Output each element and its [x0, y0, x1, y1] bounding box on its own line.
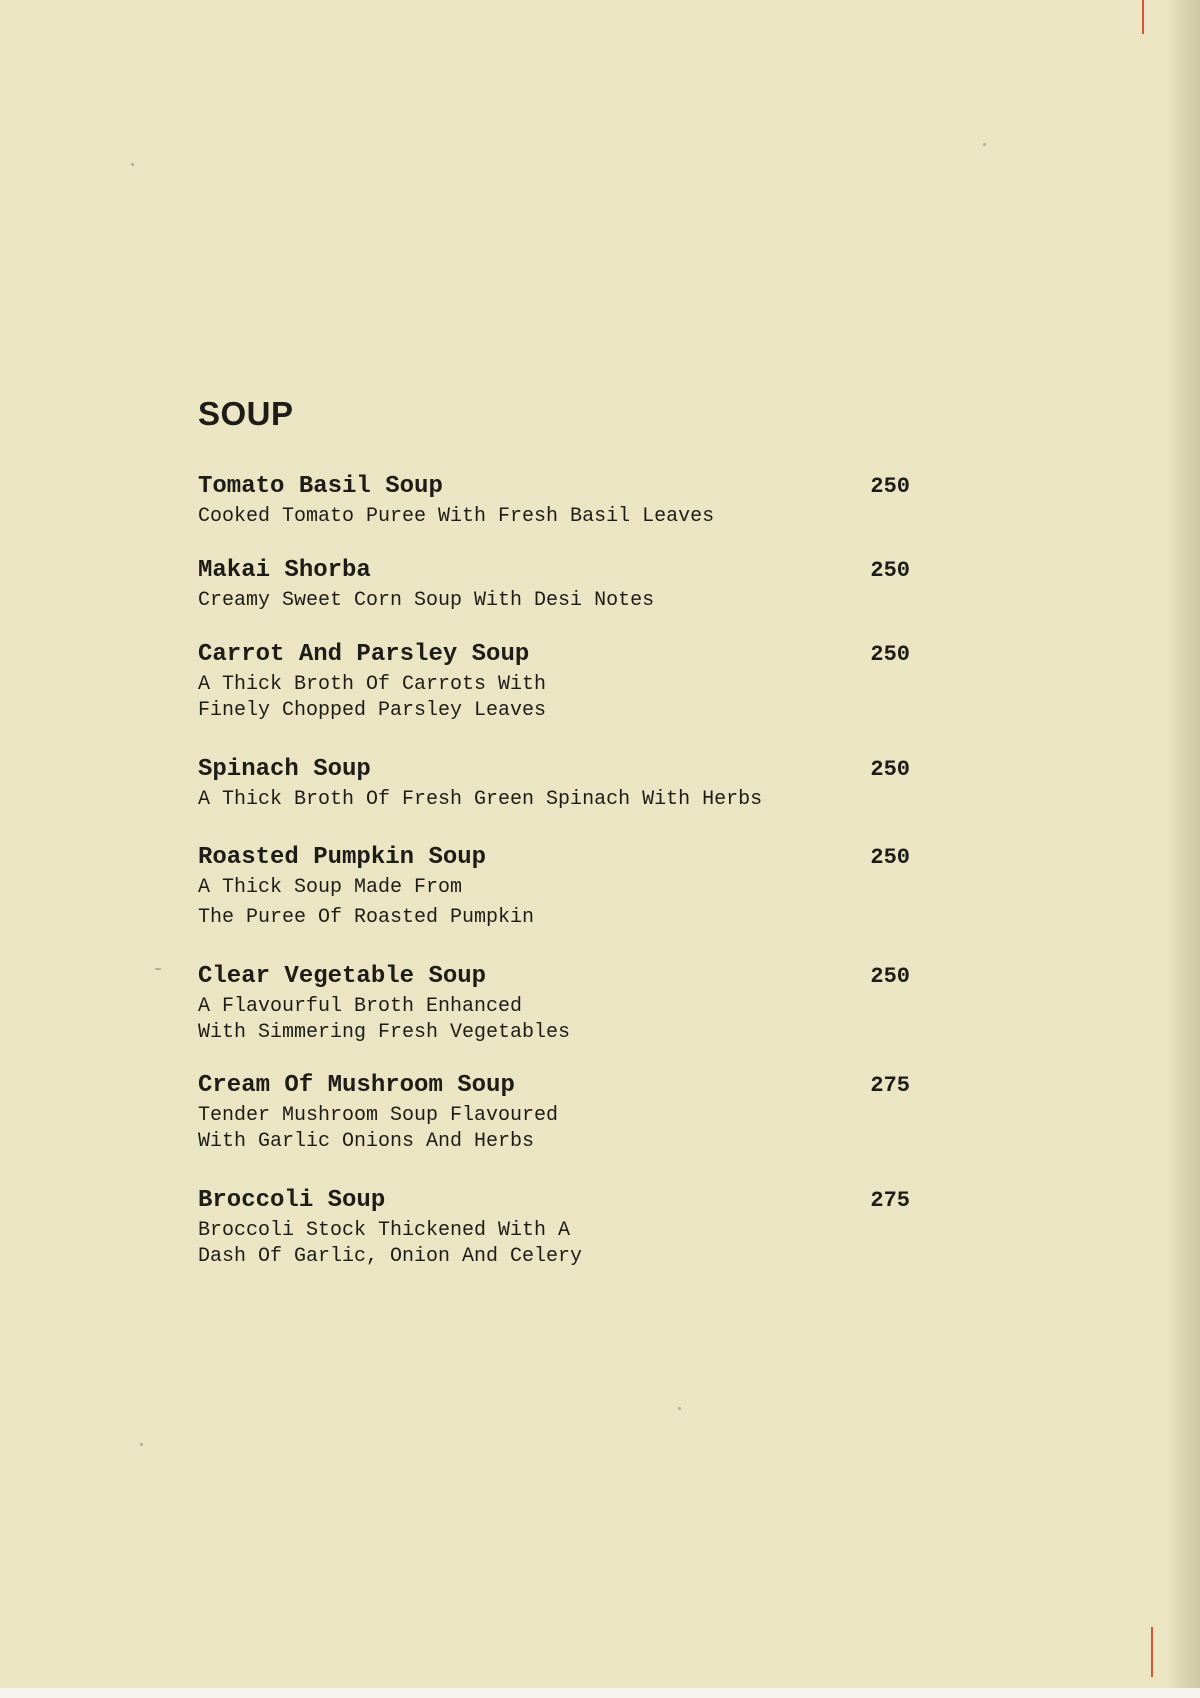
menu-item-name: Broccoli Soup — [198, 1187, 386, 1214]
menu-item-description — [198, 787, 910, 813]
paper-speck — [140, 1443, 143, 1446]
menu-item-price: 275 — [870, 1073, 910, 1098]
description-line: A Thick Soup Made From — [198, 876, 463, 899]
menu-item-name: Clear Vegetable Soup — [198, 963, 487, 990]
description-line: With Simmering Fresh Vegetables — [198, 1021, 571, 1044]
menu-item-description — [198, 1103, 910, 1155]
menu-item — [198, 962, 910, 1046]
page-edge-mark-bottom — [1151, 1627, 1153, 1677]
menu-item-price: 250 — [870, 474, 910, 499]
menu-item-price: 250 — [870, 845, 910, 870]
description-line: Finely Chopped Parsley Leaves — [198, 699, 547, 722]
description-line: Broccoli Stock Thickened With A — [198, 1219, 571, 1242]
menu-item-price: 250 — [870, 964, 910, 989]
menu-item-name: Roasted Pumpkin Soup — [198, 844, 487, 871]
paper-speck — [983, 143, 986, 146]
menu-item-price: 250 — [870, 642, 910, 667]
menu-item-name: Makai Shorba — [198, 557, 371, 584]
description-line: With Garlic Onions And Herbs — [198, 1130, 535, 1153]
description-line: Tender Mushroom Soup Flavoured — [198, 1104, 559, 1127]
menu-item-price: 250 — [870, 558, 910, 583]
menu-item — [198, 1071, 910, 1155]
menu-item — [198, 1186, 910, 1270]
page-edge-mark-top — [1142, 0, 1144, 34]
section-title: SOUP — [198, 395, 294, 432]
menu-item — [198, 472, 910, 530]
menu-item — [198, 755, 910, 813]
description-line: Cooked Tomato Puree With Fresh Basil Leaves — [198, 505, 715, 528]
menu-item-name: Tomato Basil Soup — [198, 473, 443, 500]
menu-item-description — [198, 875, 910, 931]
scan-bottom-margin — [0, 1688, 1200, 1698]
description-line: The Puree Of Roasted Pumpkin — [198, 906, 535, 929]
menu-item — [198, 556, 910, 614]
description-line: A Flavourful Broth Enhanced — [198, 995, 523, 1018]
menu-item — [198, 843, 910, 931]
page-edge-shadow — [1166, 0, 1200, 1688]
menu-item-description — [198, 672, 910, 724]
menu-item-name: Cream Of Mushroom Soup — [198, 1072, 515, 1099]
description-line: A Thick Broth Of Carrots With — [198, 673, 547, 696]
description-line: Creamy Sweet Corn Soup With Desi Notes — [198, 589, 655, 612]
menu-item-name: Spinach Soup — [198, 756, 371, 783]
description-line: A Thick Broth Of Fresh Green Spinach With Herbs — [198, 788, 763, 811]
menu-item-price: 275 — [870, 1188, 910, 1213]
menu-item-name: Carrot And Parsley Soup — [198, 641, 530, 668]
paper-speck — [131, 163, 134, 166]
menu-item-description — [198, 1218, 910, 1270]
paper-speck — [155, 968, 161, 970]
menu-item — [198, 640, 910, 724]
description-line: Dash Of Garlic, Onion And Celery — [198, 1245, 583, 1268]
menu-item-description — [198, 994, 910, 1046]
menu-item-price: 250 — [870, 757, 910, 782]
paper-speck — [678, 1407, 681, 1410]
menu-item-description — [198, 504, 910, 530]
menu-item-description — [198, 588, 910, 614]
